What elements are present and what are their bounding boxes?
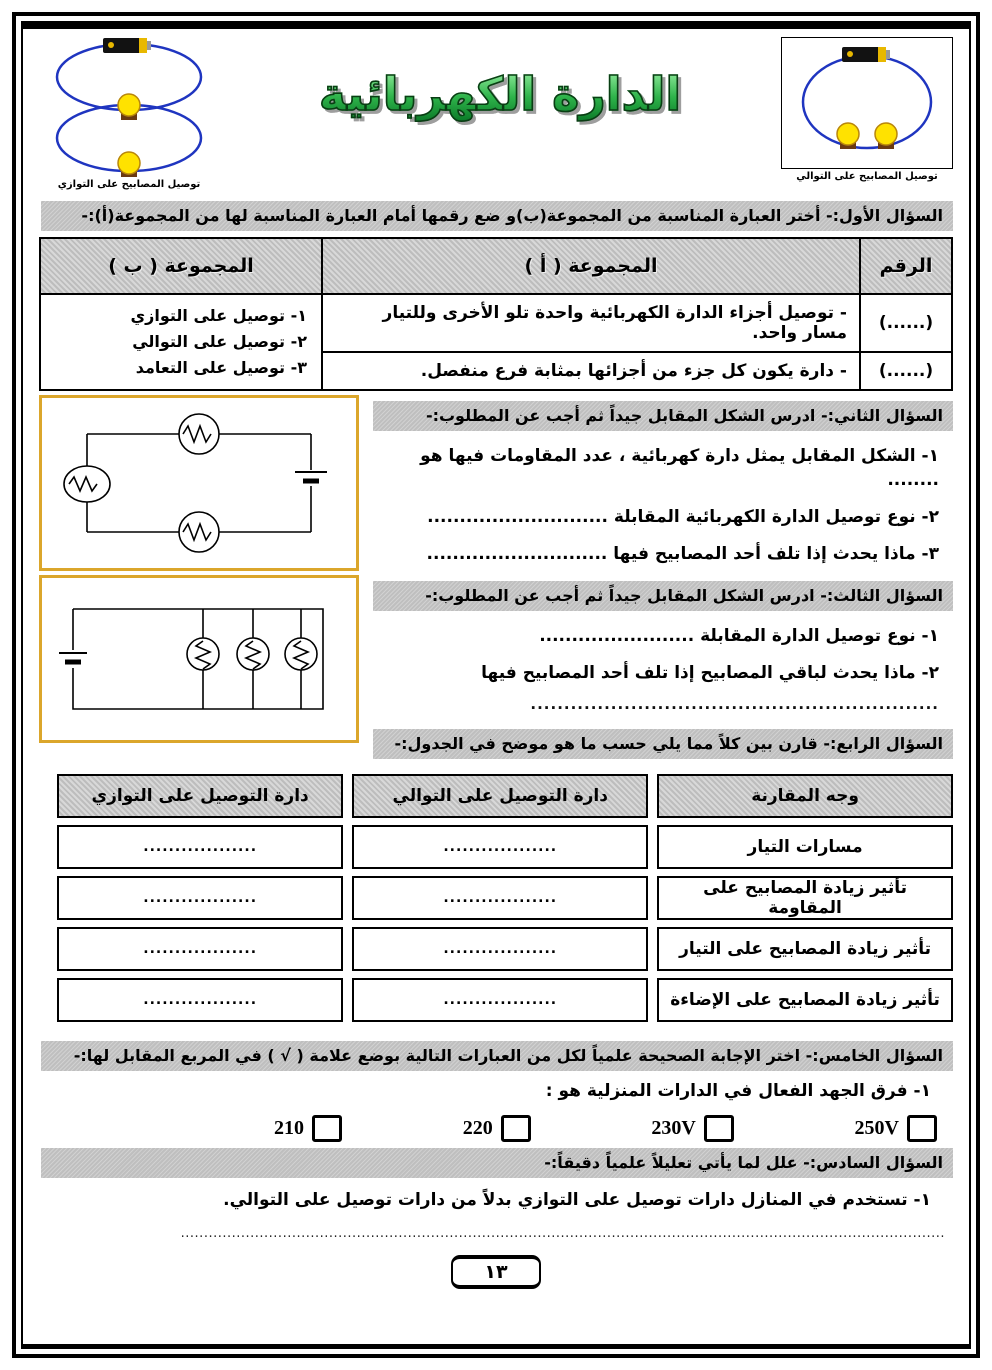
q3-answer-dots[interactable]: ............................................................. (530, 695, 939, 713)
q5-option-220 (463, 1115, 531, 1142)
q2-title-bar: السؤال الثاني:- ادرس الشكل المقابل جيداً ثم أجب عن المطلوب:- (373, 401, 953, 431)
page-outer-frame (12, 12, 980, 1358)
bulb-icon (875, 123, 897, 149)
q3-item-1: ١- نوع توصيل الدارة المقابلة ........................ (539, 626, 939, 646)
header (39, 37, 953, 195)
page-inner-frame (21, 21, 971, 1349)
q4-row-label: مسارات التيار (657, 825, 953, 869)
q5-item-1: ١- فرق الجهد الفعال في الدارات المنزلية هو : (545, 1081, 931, 1101)
option-label: 220 (462, 1117, 493, 1139)
battery-icon (842, 47, 890, 62)
resistor-icon (179, 414, 219, 454)
parallel-circuit-drawing (39, 37, 219, 177)
page-title: الدارة الكهربائية (318, 67, 682, 121)
table-row (57, 927, 953, 971)
q4-answer-cell[interactable]: .................. (57, 978, 343, 1022)
q1-answer-blank-1[interactable]: (......) (860, 294, 952, 352)
q1-header-group-b: المجموعة ( ب ) (40, 238, 322, 294)
q5-option-250v (855, 1115, 937, 1142)
series-caption: توصيل المصابيح على التوالي (796, 171, 938, 182)
q3-title-bar: السؤال الثالث:- ادرس الشكل المقابل جيداً ثم أجب عن المطلوب:- (373, 581, 953, 611)
lamp-icon (64, 466, 110, 502)
q4-header-comparison: وجه المقارنة (657, 774, 953, 818)
q4-header-series: دارة التوصيل على التوالي (352, 774, 648, 818)
q1-matching-table (39, 237, 953, 391)
q5-option-230v (651, 1115, 733, 1142)
q4-row-label: تأثير زيادة المصابيح على المقاومة (657, 876, 953, 920)
wire-loop (803, 56, 931, 148)
q5-title-bar: السؤال الخامس:- اختر الإجابة الصحيحة علمياً لكل من العبارات التالية بوضع علامة ( √ ) في المربع المقابل لها:- (41, 1041, 953, 1071)
option-label: 210 (274, 1117, 305, 1139)
q6-title-bar: السؤال السادس:- علل لما يأتي تعليلاً علمياً دقيقاً:- (41, 1148, 953, 1178)
q1-header-group-a: المجموعة ( أ ) (322, 238, 860, 294)
parallel-circuit-diagram (53, 584, 345, 734)
q4-row-label: تأثير زيادة المصابيح على التيار (657, 927, 953, 971)
checkbox-250v[interactable] (907, 1115, 937, 1142)
parallel-circuit-illustration (39, 37, 219, 190)
q3-item-2: ٢- ماذا يحدث لباقي المصابيح إذا تلف أحد المصابيح فيها (481, 663, 939, 683)
q6-answer-dots[interactable]: ..................................................................................................................................................................... (180, 1226, 945, 1241)
q3-section (39, 575, 953, 765)
q2-section (39, 395, 953, 571)
series-circuit-box (781, 37, 953, 169)
q1-options-cell (40, 294, 322, 390)
resistor-branch (285, 609, 317, 709)
resistor-branch (187, 609, 219, 709)
q1-statement-1: - توصيل أجزاء الدارة الكهربائية واحدة تلو الأخرى وللتيار مسار واحد. (322, 294, 860, 352)
checkbox-230v[interactable] (704, 1115, 734, 1142)
resistor-icon (179, 512, 219, 552)
series-circuit-illustration (781, 37, 953, 182)
resistor-branch (237, 609, 269, 709)
q1-title-bar: السؤال الأول:- أختر العبارة المناسبة من المجموعة(ب)و ضع رقمها أمام العبارة المناسبة لها من المجموعة(أ):- (41, 201, 953, 231)
table-row (40, 294, 952, 352)
q5-option-210 (274, 1115, 342, 1142)
q2-item-1: ١- الشكل المقابل يمثل دارة كهربائية ، عدد المقاومات فيها هو ........ (420, 446, 939, 490)
option-label: 230V (651, 1117, 696, 1139)
q5-options-row (274, 1115, 937, 1142)
q2-item-3: ٣- ماذا يحدث إذا تلف أحد المصابيح فيها ............................ (426, 544, 939, 564)
q4-answer-cell[interactable]: .................. (352, 876, 648, 920)
series-circuit-drawing (788, 42, 946, 164)
q2-series-diagram-box (39, 395, 359, 571)
table-row (57, 876, 953, 920)
battery-symbol-icon (59, 653, 87, 662)
q4-answer-cell[interactable]: .................. (57, 876, 343, 920)
bulb-icon (837, 123, 859, 149)
battery-icon (103, 38, 151, 53)
q1-option-1: ١- توصيل على التوازي (130, 306, 307, 325)
q4-header-parallel: دارة التوصيل على التوازي (57, 774, 343, 818)
bulb-icon (118, 94, 140, 120)
table-row (57, 978, 953, 1022)
bulb-icon (118, 152, 140, 177)
q1-statement-2: - دارة يكون كل جزء من أجزائها بمثابة فرع منفصل. (322, 352, 860, 390)
q4-answer-cell[interactable]: .................. (57, 927, 343, 971)
checkbox-210[interactable] (312, 1115, 342, 1142)
q1-option-3: ٣- توصيل على التعامد (135, 358, 307, 377)
q4-answer-cell[interactable]: .................. (352, 927, 648, 971)
q1-answer-blank-2[interactable]: (......) (860, 352, 952, 390)
checkbox-220[interactable] (501, 1115, 531, 1142)
battery-symbol-icon (295, 472, 327, 481)
q3-parallel-diagram-box (39, 575, 359, 743)
table-row (57, 825, 953, 869)
page-number: ١٣ (451, 1255, 541, 1289)
q4-answer-cell[interactable]: .................. (57, 825, 343, 869)
q4-comparison-table (48, 767, 962, 1029)
parallel-caption: توصيل المصابيح على التوازي (57, 179, 201, 190)
q6-item-1: ١- تستخدم في المنازل دارات توصيل على التوازي بدلاً من دارات توصيل على التوالي. (223, 1190, 931, 1210)
q1-header-number: الرقم (860, 238, 952, 294)
q4-title-bar: السؤال الرابع:- قارن بين كلاً مما يلي حسب ما هو موضح في الجدول:- (373, 729, 953, 759)
series-circuit-diagram (53, 404, 345, 562)
q4-row-label: تأثير زيادة المصابيح على الإضاءة (657, 978, 953, 1022)
q4-answer-cell[interactable]: .................. (352, 978, 648, 1022)
q1-option-2: ٢- توصيل على التوالي (132, 332, 307, 351)
q2-item-2: ٢- نوع توصيل الدارة الكهربائية المقابلة ............................ (427, 507, 939, 527)
q4-answer-cell[interactable]: .................. (352, 825, 648, 869)
option-label: 250V (854, 1117, 899, 1139)
